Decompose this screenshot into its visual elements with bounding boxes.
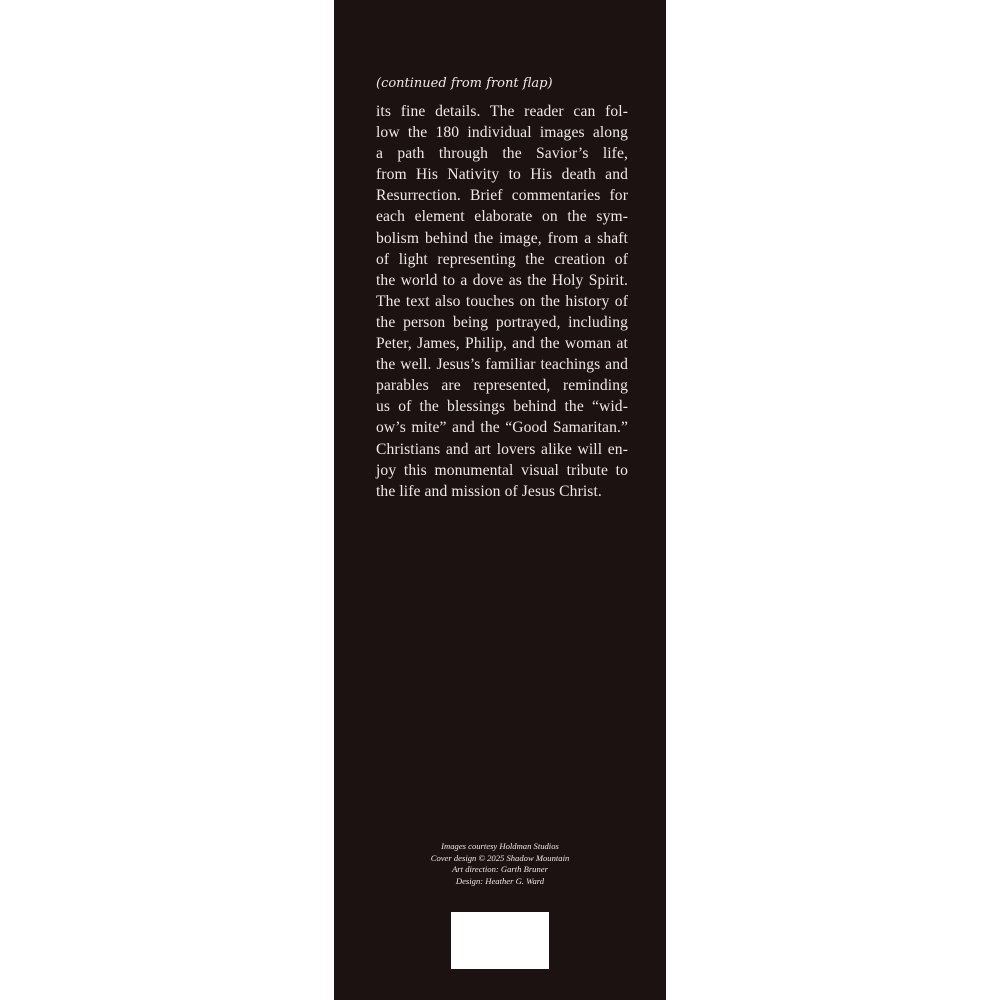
credit-images: Images courtesy Holdman Studios xyxy=(441,841,559,851)
body-line: us of the blessings behind the “wid- xyxy=(376,398,628,416)
body-line: the well. Jesus’s familiar teachings and xyxy=(376,356,628,374)
credit-cover-design: Cover design © 2025 Shadow Mountain xyxy=(430,852,570,863)
credit-art-direction: Art direction: Garth Bruner xyxy=(452,864,548,875)
body-line: bolism behind the image, from a shaft xyxy=(376,229,628,247)
body-line: joy this monumental visual tribute to xyxy=(376,461,628,479)
body-line: from His Nativity to His death and xyxy=(376,166,628,184)
body-line: ow’s mite” and the “Good Samaritan.” xyxy=(376,419,628,437)
barcode-placeholder-box xyxy=(451,912,549,969)
body-line: Peter, James, Philip, and the woman at xyxy=(376,335,628,353)
body-line: the world to a dove as the Holy Spirit. xyxy=(376,271,628,289)
flap-body-text xyxy=(376,101,628,502)
body-line: the life and mission of Jesus Christ. xyxy=(376,482,602,500)
body-line: the person being portrayed, including xyxy=(376,313,628,331)
body-line: its fine details. The reader can fol- xyxy=(376,103,628,120)
body-line: Resurrection. Brief commentaries for xyxy=(376,187,628,205)
body-line: a path through the Savior’s life, xyxy=(376,145,628,163)
body-line: The text also touches on the history of xyxy=(376,292,628,310)
credits-block xyxy=(334,841,666,887)
body-line: parables are represented, reminding xyxy=(376,377,628,395)
body-line: of light representing the creation of xyxy=(376,250,628,268)
body-line: Christians and art lovers alike will en- xyxy=(376,440,628,458)
continued-from-front-flap-label: (continued from front flap) xyxy=(376,76,553,91)
body-line: each element elaborate on the sym- xyxy=(376,208,628,226)
body-line: low the 180 individual images along xyxy=(376,124,628,142)
back-flap xyxy=(334,0,666,1000)
credit-design: Design: Heather G. Ward xyxy=(455,875,545,886)
